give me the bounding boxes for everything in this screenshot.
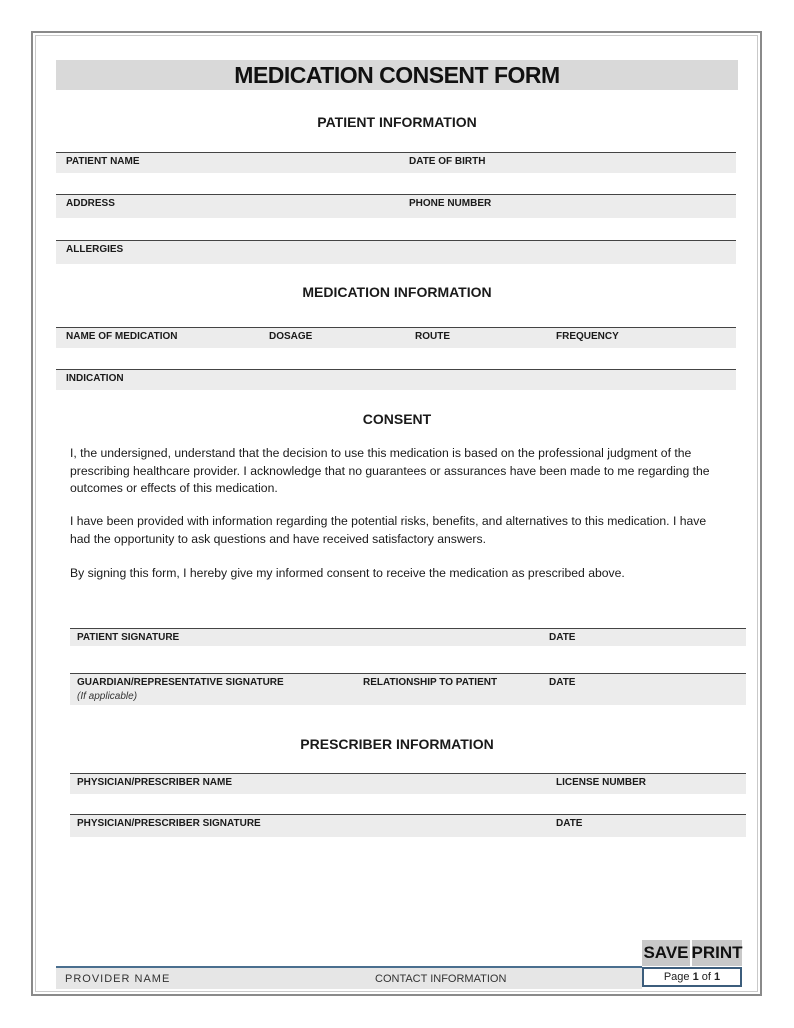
consent-paragraph-3-text: By signing this form, I hereby give my informed consent to receive the medication as prescribed above. <box>70 566 625 580</box>
provider-name: PROVIDER NAME <box>65 973 171 985</box>
prescriber-info-heading: PRESCRIBER INFORMATION <box>300 736 494 752</box>
form-title: MEDICATION CONSENT FORM <box>234 61 560 88</box>
phone-number-label: PHONE NUMBER <box>409 198 492 209</box>
patient-signature-row[interactable] <box>70 628 746 646</box>
page-of: of <box>701 971 711 983</box>
dosage-label: DOSAGE <box>269 331 313 342</box>
guardian-note: (If applicable) <box>77 691 138 702</box>
page-indicator <box>642 967 742 987</box>
address-row[interactable] <box>56 194 736 218</box>
guardian-signature-label: GUARDIAN/REPRESENTATIVE SIGNATURE <box>77 677 284 688</box>
name-of-medication-label: NAME OF MEDICATION <box>66 331 178 342</box>
license-number-label: LICENSE NUMBER <box>556 777 647 788</box>
contact-information: CONTACT INFORMATION <box>375 973 507 985</box>
consent-paragraph-2-text: I have been provided with information regarding the potential risks, benefits, and alternatives to this medication. I have had the opportunity to ask questions and have received satisfactory answers. <box>70 514 707 546</box>
indication-label: INDICATION <box>66 373 124 384</box>
consent-paragraph-1 <box>70 445 720 498</box>
guardian-date-label: DATE <box>549 677 576 688</box>
medication-info-heading: MEDICATION INFORMATION <box>302 284 492 300</box>
allergies-row[interactable] <box>56 240 736 264</box>
route-label: ROUTE <box>415 331 450 342</box>
guardian-signature-row[interactable] <box>70 673 746 705</box>
patient-info-heading: PATIENT INFORMATION <box>317 114 477 130</box>
prescriber-signature-row[interactable] <box>70 814 746 837</box>
form-title-bar <box>56 60 738 90</box>
patient-name-row[interactable] <box>56 152 736 173</box>
footer-bar <box>56 966 642 989</box>
prescriber-name-label: PHYSICIAN/PRESCRIBER NAME <box>77 777 233 788</box>
consent-paragraph-2 <box>70 513 720 548</box>
indication-row[interactable] <box>56 369 736 390</box>
patient-name-label: PATIENT NAME <box>66 156 140 167</box>
relationship-label: RELATIONSHIP TO PATIENT <box>363 677 498 688</box>
date-of-birth-label: DATE OF BIRTH <box>409 156 486 167</box>
allergies-label: ALLERGIES <box>66 244 124 255</box>
consent-heading: CONSENT <box>362 411 432 427</box>
medication-row[interactable] <box>56 327 736 348</box>
page-prefix: Page <box>663 971 690 983</box>
patient-signature-label: PATIENT SIGNATURE <box>77 632 180 643</box>
page-total: 1 <box>714 971 721 983</box>
frequency-label: FREQUENCY <box>556 331 619 342</box>
print-button[interactable]: PRINT <box>692 940 742 966</box>
consent-paragraph-1-text: I, the undersigned, understand that the decision to use this medication is based on the professional judgment of the prescribing healthcare provider. I acknowledge that no guarantees or assurances have been made to me regarding the outcomes or effects of this medication. <box>70 446 710 495</box>
address-label: ADDRESS <box>66 198 115 209</box>
consent-paragraph-3 <box>70 565 720 583</box>
page-current: 1 <box>692 971 699 983</box>
prescriber-name-row[interactable] <box>70 773 746 794</box>
prescriber-signature-label: PHYSICIAN/PRESCRIBER SIGNATURE <box>77 818 261 829</box>
save-button[interactable]: SAVE <box>642 940 690 966</box>
patient-signature-date-label: DATE <box>549 632 576 643</box>
prescriber-date-label: DATE <box>556 818 583 829</box>
